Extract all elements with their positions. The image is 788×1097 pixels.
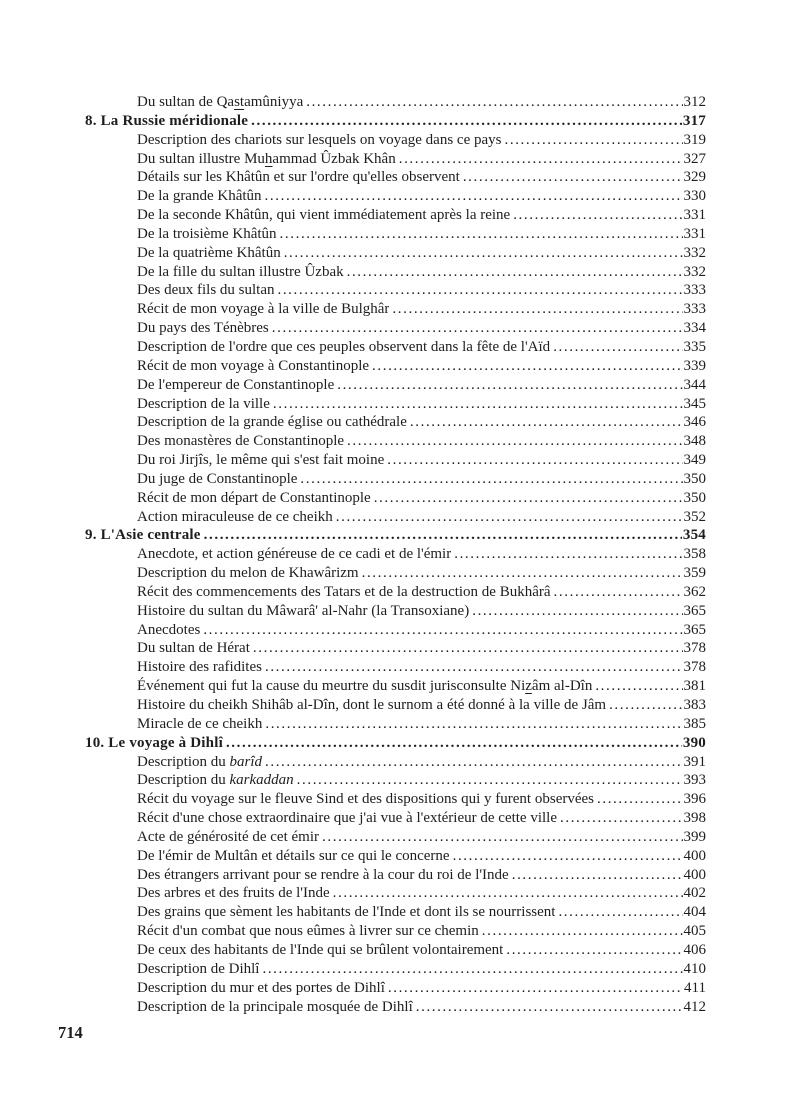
toc-entry-title — [137, 621, 200, 640]
dot-leader — [387, 451, 682, 470]
toc-entry-title — [137, 602, 469, 621]
title-text: Description de la grande église ou cathédrale — [137, 414, 407, 431]
toc-entry-row — [0, 545, 706, 564]
toc-entry-row — [0, 696, 706, 715]
dot-leader — [251, 112, 682, 131]
toc-entry-row — [0, 847, 706, 866]
title-text: De la grande Khâtûn — [137, 188, 262, 205]
toc-entry-row — [0, 602, 706, 621]
toc-page-number: 365 — [683, 621, 706, 638]
toc-entry-row — [0, 564, 706, 583]
toc-entry-title — [137, 131, 502, 150]
italic-term: barîd — [229, 753, 262, 770]
dot-leader — [362, 564, 683, 583]
toc-entry-row — [0, 884, 706, 903]
toc-entry-row — [0, 960, 706, 979]
toc-entry-title — [137, 300, 389, 319]
toc-entry-title — [137, 508, 333, 527]
dot-leader — [253, 639, 683, 658]
toc-entry-row — [0, 168, 706, 187]
dot-leader — [472, 602, 682, 621]
toc-entry-title — [137, 941, 503, 960]
title-text: Acte de générosité de cet émir — [137, 828, 319, 845]
toc-page-number: 358 — [683, 546, 706, 563]
toc-page-number: 327 — [683, 150, 706, 167]
dot-leader — [203, 621, 682, 640]
title-text: Récit de mon voyage à la ville de Bulghâr — [137, 301, 390, 318]
title-text: De la fille du sultan illustre Ûzbak — [137, 263, 344, 280]
toc-entry-title — [137, 281, 274, 300]
toc-entry-title — [137, 715, 262, 734]
title-text: Récit d'une chose extraordinaire que j'ai vue à l'extérieur de cette ville — [137, 810, 557, 827]
toc-entry-row — [0, 790, 706, 809]
dot-leader — [265, 715, 682, 734]
dot-leader — [597, 790, 683, 809]
toc-entry-row — [0, 206, 706, 225]
toc-entry-title — [137, 884, 330, 903]
dot-leader — [297, 771, 683, 790]
dot-leader — [347, 263, 683, 282]
title-text: Des arbres et des fruits de l'Inde — [137, 885, 330, 902]
dot-leader — [336, 508, 683, 527]
toc-entry-title — [85, 734, 223, 753]
dot-leader — [265, 658, 683, 677]
title-text: Anecdote, et action généreuse de ce cadi et de l'émir — [137, 546, 452, 563]
toc-chapter-row — [0, 734, 706, 753]
toc-page-number: 359 — [683, 565, 706, 582]
toc-entry-title — [137, 357, 369, 376]
toc-page-number: 331 — [683, 207, 706, 224]
toc-entry-row — [0, 922, 706, 941]
toc-page-number: 319 — [683, 131, 706, 148]
toc-entry-title — [137, 809, 557, 828]
title-text: 8. La Russie méridionale — [85, 112, 249, 129]
toc-entry-row — [0, 263, 706, 282]
toc-entry-row — [0, 150, 706, 169]
dot-leader — [284, 244, 683, 263]
title-text: Récit du voyage sur le fleuve Sind et des dispositions qui y furent observées — [137, 791, 594, 808]
toc-entry-row — [0, 338, 706, 357]
toc-entry-title — [137, 866, 509, 885]
title-text: De l'émir de Multân et détails sur ce qui le concerne — [137, 847, 450, 864]
toc-page-number: 333 — [683, 301, 706, 318]
dot-leader — [374, 489, 683, 508]
toc-page-number: 350 — [683, 470, 706, 487]
title-text: Récit d'un combat que nous eûmes à livrer sur ce chemin — [137, 923, 479, 940]
dot-leader — [262, 960, 682, 979]
toc-entry-title — [137, 696, 606, 715]
toc-entry-title — [137, 583, 551, 602]
toc-entry-row — [0, 187, 706, 206]
toc-entry-row — [0, 979, 706, 998]
toc-chapter-row — [0, 526, 706, 545]
italic-term: karkaddan — [229, 772, 294, 789]
title-text: ammad Ûzbak Khân — [272, 150, 396, 167]
toc-entry-title — [137, 922, 479, 941]
toc-entry-row — [0, 244, 706, 263]
underlined-letter: z — [525, 678, 532, 695]
toc-page-number: 406 — [683, 941, 706, 958]
title-text: Récit de mon départ de Constantinople — [137, 489, 371, 506]
dot-leader — [347, 432, 682, 451]
title-text: Description du mur et des portes de Dihlî — [137, 979, 385, 996]
toc-page-number: 365 — [683, 602, 706, 619]
toc-entry-row — [0, 771, 706, 790]
toc-entry-row — [0, 451, 706, 470]
toc-entry-row — [0, 621, 706, 640]
toc-page-number: 334 — [683, 320, 706, 337]
toc-entry-title — [137, 187, 262, 206]
toc-page-number: 350 — [683, 489, 706, 506]
title-text: Description de l'ordre que ces peuples observent dans la fête de l'Aïd — [137, 338, 551, 355]
toc-entry-row — [0, 489, 706, 508]
dot-leader — [554, 583, 683, 602]
title-text: Événement qui fut la cause du meurtre du susdit jurisconsulte Ni — [137, 678, 526, 695]
toc-entry-row — [0, 319, 706, 338]
toc-page-number: 411 — [684, 979, 706, 996]
title-text: Du juge de Constantinople — [137, 470, 298, 487]
title-text: De la troisième Khâtûn — [137, 225, 277, 242]
dot-leader — [513, 206, 682, 225]
toc-entry-title — [137, 413, 407, 432]
toc-entry-row — [0, 998, 706, 1017]
toc-page-number: 332 — [683, 244, 706, 261]
dot-leader — [277, 281, 682, 300]
toc-page-number: 344 — [683, 376, 706, 393]
toc-entry-title — [137, 677, 592, 696]
title-text: Histoire du cheikh Shihâb al-Dîn, dont le surnom a été donné à la ville de Jâm — [137, 697, 607, 713]
title-text: Histoire des rafidites — [137, 659, 262, 676]
title-text: Description du melon de Khawârizm — [137, 565, 359, 582]
page-number: 714 — [58, 1023, 83, 1042]
dot-leader — [273, 395, 683, 414]
title-text: Détails sur les Khâtûn et sur l'ordre qu'elles observent — [137, 169, 460, 186]
dot-leader — [410, 413, 683, 432]
toc-entry-title — [137, 206, 510, 225]
dot-leader — [388, 979, 683, 998]
toc-entry-title — [137, 564, 359, 583]
toc-page-number: 391 — [683, 753, 706, 770]
dot-leader — [372, 357, 682, 376]
toc-entry-title — [137, 432, 344, 451]
toc-page-number: 332 — [683, 263, 706, 280]
dot-leader — [300, 470, 682, 489]
dot-leader — [595, 677, 682, 696]
toc-entry-title — [137, 150, 396, 169]
toc-page-number: 393 — [683, 772, 706, 789]
toc-page-number: 404 — [683, 904, 706, 921]
toc-entry-row — [0, 583, 706, 602]
title-text: Récit de mon voyage à Constantinople — [137, 357, 370, 374]
toc-entry-row — [0, 639, 706, 658]
toc-page-number: 349 — [683, 452, 706, 469]
title-text: De l'empereur de Constantinople — [137, 376, 335, 393]
toc-entry-row — [0, 658, 706, 677]
toc-entry-title — [137, 753, 262, 772]
title-text: Description de Dihlî — [137, 960, 260, 977]
title-text: Description de la ville — [137, 395, 270, 412]
title-text: Récit des commencements des Tatars et de la destruction de Bukhârâ — [137, 583, 551, 600]
toc-page-number: 405 — [683, 923, 706, 940]
toc-entry-row — [0, 93, 706, 112]
toc-entry-title — [137, 225, 277, 244]
toc-entry-row — [0, 470, 706, 489]
title-text: De ceux des habitants de l'Inde qui se brûlent volontairement — [137, 941, 504, 958]
toc-entry-title — [137, 847, 450, 866]
toc-page-number: 335 — [683, 338, 706, 355]
toc-entry-title — [137, 168, 460, 187]
toc-page-number: 412 — [683, 998, 706, 1015]
dot-leader — [453, 847, 683, 866]
dot-leader — [272, 319, 683, 338]
toc-page-number: 339 — [683, 357, 706, 374]
toc-page-number: 345 — [683, 395, 706, 412]
title-text: Des étrangers arrivant pour se rendre à la cour du roi de l'Inde — [137, 866, 509, 883]
toc-entry-row — [0, 753, 706, 772]
toc-page-number: 390 — [682, 734, 706, 751]
toc-page-number: 317 — [682, 112, 706, 129]
title-text: Des deux fils du sultan — [137, 282, 275, 299]
toc-entry-title — [137, 395, 270, 414]
toc-entry-title — [137, 338, 550, 357]
toc-page-number: 402 — [683, 885, 706, 902]
toc-page-number: 333 — [683, 282, 706, 299]
underlined-letter: st — [234, 94, 245, 110]
toc-entry-title — [137, 998, 413, 1017]
toc-entry-row — [0, 903, 706, 922]
dot-leader — [226, 734, 682, 753]
toc-entry-title — [137, 319, 269, 338]
toc-page-number: 400 — [683, 866, 706, 883]
dot-leader — [265, 187, 683, 206]
title-text: Description du — [137, 753, 230, 770]
dot-leader — [337, 376, 682, 395]
title-text: Du sultan de Qa — [137, 94, 235, 110]
title-text: Miracle de ce cheikh — [137, 715, 263, 732]
title-text: 10. Le voyage à Dihlî — [85, 734, 223, 751]
table-of-contents — [0, 93, 706, 1016]
toc-entry-row — [0, 300, 706, 319]
toc-page-number: 346 — [683, 414, 706, 431]
toc-page-number: 378 — [683, 640, 706, 657]
toc-page-number: 385 — [683, 715, 706, 732]
toc-entry-title — [85, 112, 248, 131]
title-text: Du pays des Ténèbres — [137, 320, 269, 337]
toc-entry-row — [0, 395, 706, 414]
dot-leader — [512, 866, 683, 885]
dot-leader — [416, 998, 683, 1017]
toc-entry-title — [137, 244, 281, 263]
title-text: 9. L'Asie centrale — [85, 527, 201, 544]
title-text: Des grains que sèment les habitants de l'Inde et dont ils se nourrissent — [137, 904, 556, 921]
title-text: Description du — [137, 772, 230, 789]
title-text: Anecdotes — [137, 621, 201, 638]
dot-leader — [505, 131, 683, 150]
toc-page-number: 400 — [683, 847, 706, 864]
dot-leader — [482, 922, 683, 941]
toc-entry-row — [0, 376, 706, 395]
toc-page-number: 396 — [683, 791, 706, 808]
title-text: Description des chariots sur lesquels on voyage dans ce pays — [137, 131, 502, 148]
dot-leader — [399, 150, 683, 169]
toc-entry-title — [137, 489, 371, 508]
toc-entry-row — [0, 281, 706, 300]
toc-page-number: 348 — [683, 433, 706, 450]
toc-entry-title — [137, 451, 384, 470]
dot-leader — [333, 884, 683, 903]
toc-entry-title — [137, 545, 451, 564]
dot-leader — [609, 696, 682, 715]
toc-page-number: 410 — [683, 960, 706, 977]
toc-entry-row — [0, 828, 706, 847]
toc-entry-title — [137, 960, 259, 979]
title-text: Des monastères de Constantinople — [137, 433, 345, 450]
dot-leader — [204, 526, 682, 545]
dot-leader — [392, 300, 682, 319]
title-text: De la quatrième Khâtûn — [137, 244, 281, 261]
title-text: Du sultan de Hérat — [137, 640, 250, 657]
dot-leader — [322, 828, 683, 847]
toc-entry-row — [0, 357, 706, 376]
dot-leader — [553, 338, 682, 357]
dot-leader — [463, 168, 683, 187]
dot-leader — [454, 545, 682, 564]
toc-entry-title — [137, 93, 303, 112]
toc-page-number: 399 — [683, 828, 706, 845]
title-text: âm al-Dîn — [531, 678, 593, 695]
toc-page-number: 330 — [683, 188, 706, 205]
toc-entry-row — [0, 508, 706, 527]
toc-entry-row — [0, 413, 706, 432]
toc-page-number: 331 — [683, 225, 706, 242]
toc-entry-row — [0, 225, 706, 244]
dot-leader — [265, 753, 683, 772]
underlined-letter: h — [264, 150, 273, 167]
title-text: Histoire du sultan du Mâwarâ' al-Nahr (la Transoxiane) — [137, 602, 470, 619]
toc-page-number: 398 — [683, 810, 706, 827]
title-text: Du sultan illustre Mu — [137, 150, 265, 167]
toc-entry-row — [0, 866, 706, 885]
toc-entry-row — [0, 941, 706, 960]
toc-page-number: 383 — [683, 697, 706, 713]
toc-entry-title — [137, 979, 385, 998]
dot-leader — [306, 93, 682, 112]
dot-leader — [280, 225, 683, 244]
toc-entry-title — [137, 263, 344, 282]
toc-entry-title — [85, 526, 201, 545]
toc-entry-row — [0, 131, 706, 150]
title-text: amûniyya — [244, 94, 304, 110]
title-text: Description de la principale mosquée de Dihlî — [137, 998, 413, 1015]
toc-page-number: 381 — [683, 678, 706, 695]
toc-entry-title — [137, 790, 594, 809]
title-text: Action miraculeuse de ce cheikh — [137, 508, 333, 525]
toc-entry-row — [0, 677, 706, 696]
title-text: De la seconde Khâtûn, qui vient immédiatement après la reine — [137, 207, 511, 224]
toc-page-number: 354 — [682, 527, 706, 544]
toc-entry-title — [137, 658, 262, 677]
toc-entry-row — [0, 809, 706, 828]
toc-entry-title — [137, 470, 297, 489]
toc-entry-title — [137, 771, 294, 790]
toc-page-number: 362 — [683, 583, 706, 600]
toc-page-number: 352 — [683, 508, 706, 525]
toc-entry-row — [0, 432, 706, 451]
toc-page-number: 312 — [683, 94, 706, 110]
toc-entry-title — [137, 828, 319, 847]
toc-entry-title — [137, 903, 555, 922]
toc-entry-row — [0, 715, 706, 734]
toc-page-number: 378 — [683, 659, 706, 676]
dot-leader — [506, 941, 682, 960]
toc-chapter-row — [0, 112, 706, 131]
dot-leader — [560, 809, 683, 828]
toc-entry-title — [137, 639, 250, 658]
toc-entry-title — [137, 376, 334, 395]
title-text: Du roi Jirjîs, le même qui s'est fait moine — [137, 452, 385, 469]
dot-leader — [558, 903, 682, 922]
toc-page-number: 329 — [683, 169, 706, 186]
